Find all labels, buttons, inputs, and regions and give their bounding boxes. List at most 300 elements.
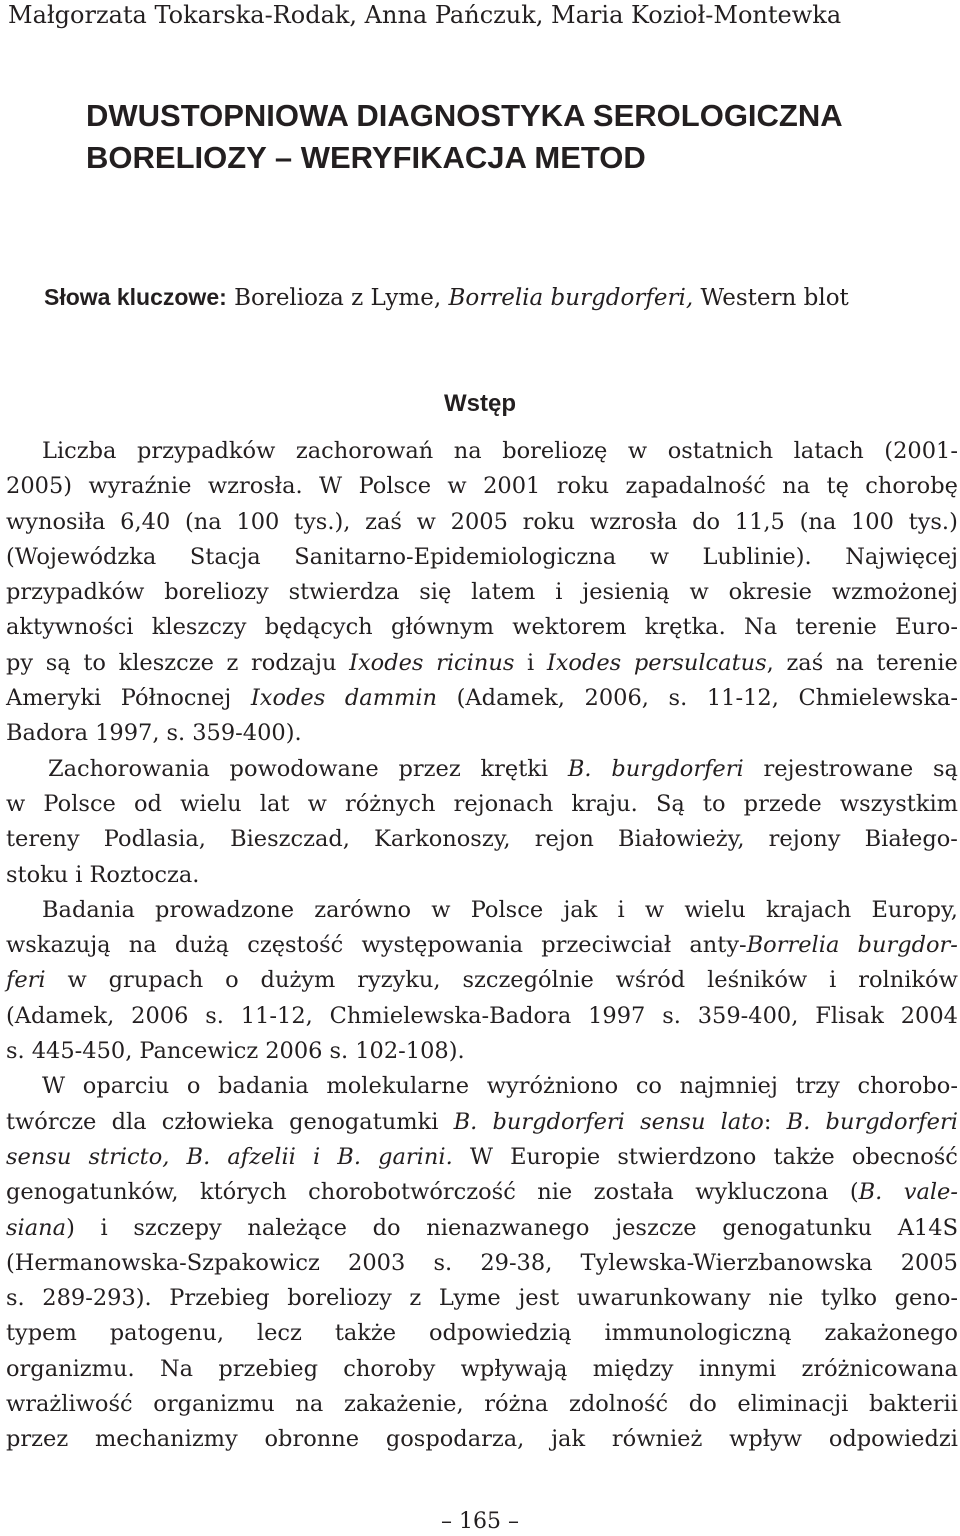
word: będących <box>264 614 373 641</box>
word: twórcze <box>6 1108 97 1135</box>
word: w <box>447 473 467 500</box>
text-line <box>6 822 958 857</box>
word: burgdor- <box>857 932 958 959</box>
word: od <box>134 790 162 817</box>
word: i <box>527 649 535 676</box>
word: geno- <box>894 1285 958 1312</box>
word: innymi <box>698 1355 777 1382</box>
word: zapadalność <box>625 473 766 500</box>
word: nie <box>768 1285 804 1312</box>
text-line <box>6 787 958 822</box>
word: s. <box>205 1002 224 1029</box>
text-line <box>6 1175 958 1210</box>
word: 445-450, <box>31 1038 133 1065</box>
word: jak <box>551 1426 586 1453</box>
word: na <box>835 649 864 676</box>
word: rolników <box>858 967 958 994</box>
word: trzy <box>795 1073 840 1100</box>
text-line <box>6 681 958 716</box>
text-line <box>6 928 958 963</box>
word: i <box>312 1143 321 1170</box>
word: wektorem <box>512 614 627 641</box>
text-line <box>6 893 958 928</box>
word: sensu <box>6 1143 72 1170</box>
word: na <box>128 932 157 959</box>
word: przypadków <box>6 579 145 606</box>
word: przez <box>6 1426 69 1453</box>
word: jeszcze <box>615 1214 697 1241</box>
word: również <box>611 1426 703 1453</box>
word: tys.), <box>294 508 351 535</box>
word: kraju. <box>571 790 638 817</box>
text-line <box>6 716 958 751</box>
word: 289-293). <box>42 1285 152 1312</box>
page-number: – 165 – <box>441 1509 519 1534</box>
word: zakażenie, <box>343 1391 464 1418</box>
word: Polsce <box>358 473 432 500</box>
word: Północnej <box>120 685 232 712</box>
word: (Adamek, <box>6 1002 115 1029</box>
word: sensu <box>640 1108 706 1135</box>
word: wskazują <box>6 932 111 959</box>
word: 2006 <box>131 1002 189 1029</box>
word: Tylewska-Wierzbanowska <box>580 1249 873 1276</box>
word: oparciu <box>82 1073 170 1100</box>
word: rejonach <box>453 790 554 817</box>
word: odpowiedzi <box>828 1426 958 1453</box>
word: vale- <box>903 1179 958 1206</box>
text-line <box>6 1246 958 1281</box>
word: lato: <box>720 1108 772 1135</box>
word: 11-12, <box>706 685 779 712</box>
section-heading: Wstęp <box>444 390 516 417</box>
word: wzrosła <box>589 508 678 535</box>
word: których <box>199 1179 287 1206</box>
word: Karkonoszy, <box>374 826 511 853</box>
text-line <box>6 540 958 575</box>
word: chorobotwórczość <box>308 1179 516 1206</box>
word: 2006 <box>265 1038 323 1065</box>
word: 100 <box>850 508 894 535</box>
word: jak <box>563 896 598 923</box>
word: leśników <box>707 967 808 994</box>
word: w <box>649 543 669 570</box>
word: rejestrowane <box>763 755 914 782</box>
word: 2005 <box>900 1249 958 1276</box>
word: Lyme <box>438 1285 501 1312</box>
word: zaś <box>786 649 824 676</box>
article-title-line-2: BORELIOZY – WERYFIKACJA METOD <box>86 140 646 175</box>
word: wielu <box>684 896 746 923</box>
word: 6,40 <box>120 508 171 535</box>
word: molekularne <box>326 1073 470 1100</box>
word: chorobo- <box>857 1073 958 1100</box>
keywords-italic-term: Borrelia burgdorferi, <box>448 285 694 311</box>
text-line <box>6 575 958 610</box>
word: roku <box>556 473 610 500</box>
word: s. <box>6 1285 25 1312</box>
word: terenie <box>795 614 877 641</box>
word: mechanizmy <box>94 1426 238 1453</box>
word: 359-400, <box>697 1002 799 1029</box>
word: tereny <box>6 826 80 853</box>
word: Ixodes <box>250 685 326 712</box>
word: prowadzone <box>155 896 295 923</box>
word: Na <box>744 614 778 641</box>
word: (Wojewódzka <box>6 543 157 570</box>
word: typem <box>6 1320 77 1347</box>
body-text <box>6 434 958 1458</box>
word: w <box>67 967 87 994</box>
article-title-line-1: DWUSTOPNIOWA DIAGNOSTYKA SEROLOGICZNA <box>86 98 843 133</box>
word: Flisak <box>815 1002 884 1029</box>
word: przypadków <box>136 438 276 464</box>
word: tys.) <box>908 508 958 535</box>
word: B. <box>786 1108 811 1135</box>
text-line <box>6 1211 958 1246</box>
word: nie <box>537 1179 573 1206</box>
text-line <box>6 1105 958 1140</box>
text-line <box>6 1140 958 1175</box>
text-line <box>6 1422 958 1457</box>
word: 2003 <box>348 1249 406 1276</box>
word: B. <box>453 1108 478 1135</box>
word: należące <box>247 1214 347 1241</box>
word: i <box>829 967 837 994</box>
word: Pancewicz <box>139 1038 259 1065</box>
word: 359-400). <box>192 720 302 747</box>
word: roku <box>522 508 576 535</box>
word: Ameryki <box>6 685 102 712</box>
word: immunologiczną <box>604 1320 792 1347</box>
word: wynosiła <box>6 508 106 535</box>
word: dużą <box>174 932 230 959</box>
word: 2001 <box>483 473 541 500</box>
word: Polsce <box>43 790 116 817</box>
word: jest <box>518 1285 560 1312</box>
word: B. <box>186 1143 211 1170</box>
word: choroby <box>343 1355 436 1382</box>
word: najmniej <box>679 1073 778 1100</box>
word: A14S <box>897 1214 958 1241</box>
word: 11-12, <box>240 1002 313 1029</box>
text-line <box>6 434 958 469</box>
text-line <box>6 752 958 787</box>
word: ricinus <box>436 649 515 676</box>
word: kleszcze <box>118 649 214 676</box>
word: 2006, <box>584 685 649 712</box>
keywords-text-end: Western blot <box>693 285 849 311</box>
word: boreliozy <box>164 579 269 606</box>
word: Badania <box>42 896 135 923</box>
word: B. <box>337 1143 361 1170</box>
word: z <box>409 1285 422 1312</box>
word: wpływają <box>460 1355 568 1382</box>
word: kleszczy <box>151 614 247 641</box>
word: zróżnicowana <box>801 1355 958 1382</box>
word: Chmielewska- <box>798 685 958 712</box>
word: 100 <box>236 508 280 535</box>
word: między <box>592 1355 674 1382</box>
word: 1997 <box>588 1002 646 1029</box>
word: o <box>186 1073 201 1100</box>
word: 1997, <box>95 720 160 747</box>
word: Sanitarno-Epidemiologiczna <box>294 543 617 570</box>
word: z <box>226 649 239 676</box>
word: Białowieży, <box>617 826 745 853</box>
word: (na <box>184 508 222 535</box>
word: W <box>319 473 343 500</box>
word: wyróżniono <box>486 1073 619 1100</box>
word: Najwięcej <box>845 543 958 570</box>
word: (na <box>799 508 837 535</box>
word: dużym <box>260 967 336 994</box>
word: Polsce <box>470 896 544 923</box>
word: zachorowań <box>295 438 434 464</box>
text-line <box>6 999 958 1034</box>
word: są <box>932 755 958 782</box>
word: zaś <box>365 508 402 535</box>
word: stwierdzono <box>617 1143 757 1170</box>
word: powodowane <box>229 755 379 782</box>
word: anty-Borrelia <box>689 932 840 959</box>
word: okresie <box>728 579 812 606</box>
word: Na <box>159 1355 194 1382</box>
text-line <box>6 858 958 893</box>
word: genogatunków, <box>6 1179 179 1206</box>
word: zarówno <box>314 896 412 923</box>
word: obecność <box>851 1143 958 1170</box>
word: wyraźnie <box>88 473 192 500</box>
word: (2001- <box>884 438 958 464</box>
word: jesienią <box>582 579 670 606</box>
word: grupach <box>108 967 204 994</box>
word: afzelii <box>227 1143 296 1170</box>
word: przebieg <box>218 1355 318 1382</box>
word: na <box>453 438 482 464</box>
word: chorobę <box>865 473 958 500</box>
word: genogatumki <box>289 1108 439 1135</box>
word: 102-108). <box>355 1038 465 1065</box>
word: różnych <box>344 790 436 817</box>
word: 2005 <box>450 508 508 535</box>
word: zakażonego <box>824 1320 958 1347</box>
word: (Hermanowska-Szpakowicz <box>6 1249 320 1276</box>
word: 2005) <box>6 473 73 500</box>
word: różna <box>484 1391 549 1418</box>
text-line <box>6 1387 958 1422</box>
word: wzrosła. <box>207 473 303 500</box>
word: częstość <box>247 932 344 959</box>
word: na <box>782 473 811 500</box>
word: rejon <box>534 826 594 853</box>
word: uwarunkowany <box>576 1285 751 1312</box>
word: obronne <box>264 1426 360 1453</box>
word: lat <box>259 790 290 817</box>
word: przede <box>743 790 822 817</box>
word: Badora <box>6 720 89 747</box>
word: stwierdza <box>288 579 400 606</box>
word: wpływ <box>729 1426 803 1453</box>
word: Przebieg <box>169 1285 270 1312</box>
word: wielu <box>180 790 242 817</box>
word: tylko <box>820 1285 878 1312</box>
word: to <box>83 649 106 676</box>
word: w <box>307 790 327 817</box>
word: s. <box>433 1249 453 1276</box>
word: aktywności <box>6 614 134 641</box>
word: burgdorferi <box>492 1108 625 1135</box>
word: wzmożonej <box>831 579 958 606</box>
word: 11,5 <box>734 508 785 535</box>
word: terenie <box>876 649 958 676</box>
word: Chmielewska-Badora <box>329 1002 572 1029</box>
word: wrażliwość <box>6 1391 133 1418</box>
word: stoku <box>6 861 69 888</box>
word: patogenu, <box>109 1320 224 1347</box>
word: Europie <box>510 1143 601 1170</box>
word: Euro- <box>895 614 958 641</box>
word: odpowiedzią <box>429 1320 572 1347</box>
word: persulcatus, <box>633 649 774 676</box>
word: w <box>644 896 665 923</box>
word: lecz <box>256 1320 302 1347</box>
word: boreliozę <box>502 438 608 464</box>
word: stricto, <box>88 1143 170 1170</box>
word: wśród <box>615 967 686 994</box>
word: feri <box>6 967 46 994</box>
word: i <box>100 1214 108 1241</box>
word: o <box>225 967 239 994</box>
word: do <box>372 1214 401 1241</box>
word: krętki <box>480 755 549 782</box>
word: to <box>702 790 726 817</box>
word: W <box>469 1143 493 1170</box>
word: Ixodes <box>546 649 622 676</box>
text-line <box>6 1281 958 1316</box>
word: co <box>635 1073 662 1100</box>
text-line <box>6 610 958 645</box>
word: ostatnich <box>667 438 774 464</box>
authors-line: Małgorzata Tokarska-Rodak, Anna Pańczuk, Maria Kozioł-Montewka <box>8 1 842 29</box>
word: s. <box>6 1038 25 1065</box>
word: i <box>555 579 563 606</box>
word: występowania <box>361 932 524 959</box>
word: szczególnie <box>462 967 594 994</box>
word: nienazwanego <box>426 1214 590 1241</box>
word: wykluczona <box>695 1179 829 1206</box>
word: s. <box>662 1002 681 1029</box>
word: (Adamek, <box>456 685 565 712</box>
word: eliminacji <box>737 1391 849 1418</box>
word: także <box>334 1320 397 1347</box>
word: przez <box>398 755 461 782</box>
word: Bieszczad, <box>230 826 350 853</box>
word: s. <box>329 1038 349 1065</box>
word: (B. <box>849 1179 883 1206</box>
word: organizmu <box>153 1391 275 1418</box>
word: Roztocza. <box>89 861 200 888</box>
text-line <box>6 1316 958 1351</box>
word: latem <box>471 579 536 606</box>
word: burgdorferi <box>611 755 744 782</box>
word: szczepy <box>133 1214 222 1241</box>
word: s. <box>166 720 186 747</box>
word: rodzaju <box>251 649 337 676</box>
text-line <box>6 1034 958 1069</box>
word: tę <box>826 473 849 500</box>
text-line <box>6 505 958 540</box>
word: bakterii <box>868 1391 958 1418</box>
text-line <box>6 469 958 504</box>
word: Liczba <box>42 438 117 464</box>
word: i <box>617 896 625 923</box>
word: genogatunku <box>722 1214 873 1241</box>
word: dla <box>111 1108 147 1135</box>
word: Europy, <box>871 896 958 923</box>
word: człowieka <box>161 1108 274 1135</box>
word: ryzyku, <box>357 967 441 994</box>
word: i <box>75 861 83 888</box>
word: Zachorowania <box>48 755 210 782</box>
word: burgdorferi <box>825 1108 958 1135</box>
word: 29-38, <box>480 1249 553 1276</box>
word: także <box>773 1143 835 1170</box>
word: w <box>416 508 436 535</box>
word: się <box>419 579 452 606</box>
word: boreliozy <box>287 1285 392 1312</box>
word: s. <box>668 685 688 712</box>
keywords-line <box>44 282 944 313</box>
word: wszystkim <box>839 790 958 817</box>
word: zdolność <box>568 1391 669 1418</box>
text-line <box>6 1352 958 1387</box>
text-line <box>6 1069 958 1104</box>
word: Są <box>655 790 685 817</box>
text-line <box>6 963 958 998</box>
word: py <box>6 649 34 676</box>
word: Podlasia, <box>103 826 206 853</box>
word: do <box>692 508 721 535</box>
word: Białego- <box>864 826 958 853</box>
word: organizmu. <box>6 1355 135 1382</box>
word: na <box>295 1391 324 1418</box>
word: W <box>42 1073 66 1100</box>
word: są <box>45 649 71 676</box>
word: B. <box>567 755 592 782</box>
word: krętka. <box>644 614 726 641</box>
word: w <box>627 438 648 464</box>
word: latach <box>793 438 864 464</box>
word: garini. <box>378 1143 453 1170</box>
word: Lublinie). <box>702 543 812 570</box>
word: głównym <box>390 614 495 641</box>
word: 2004 <box>900 1002 958 1029</box>
word: została <box>593 1179 674 1206</box>
word: w <box>6 790 26 817</box>
text-line <box>6 646 958 681</box>
word: w <box>689 579 709 606</box>
word: w <box>431 896 451 923</box>
keywords-label: Słowa kluczowe: <box>44 284 227 310</box>
word: Ixodes <box>349 649 424 676</box>
word: do <box>688 1391 717 1418</box>
word: Stacja <box>189 543 261 570</box>
keywords-text: Borelioza z Lyme, <box>226 285 449 311</box>
word: gospodarza, <box>385 1426 525 1453</box>
word: rejony <box>768 826 841 853</box>
word: siana) <box>6 1214 75 1241</box>
